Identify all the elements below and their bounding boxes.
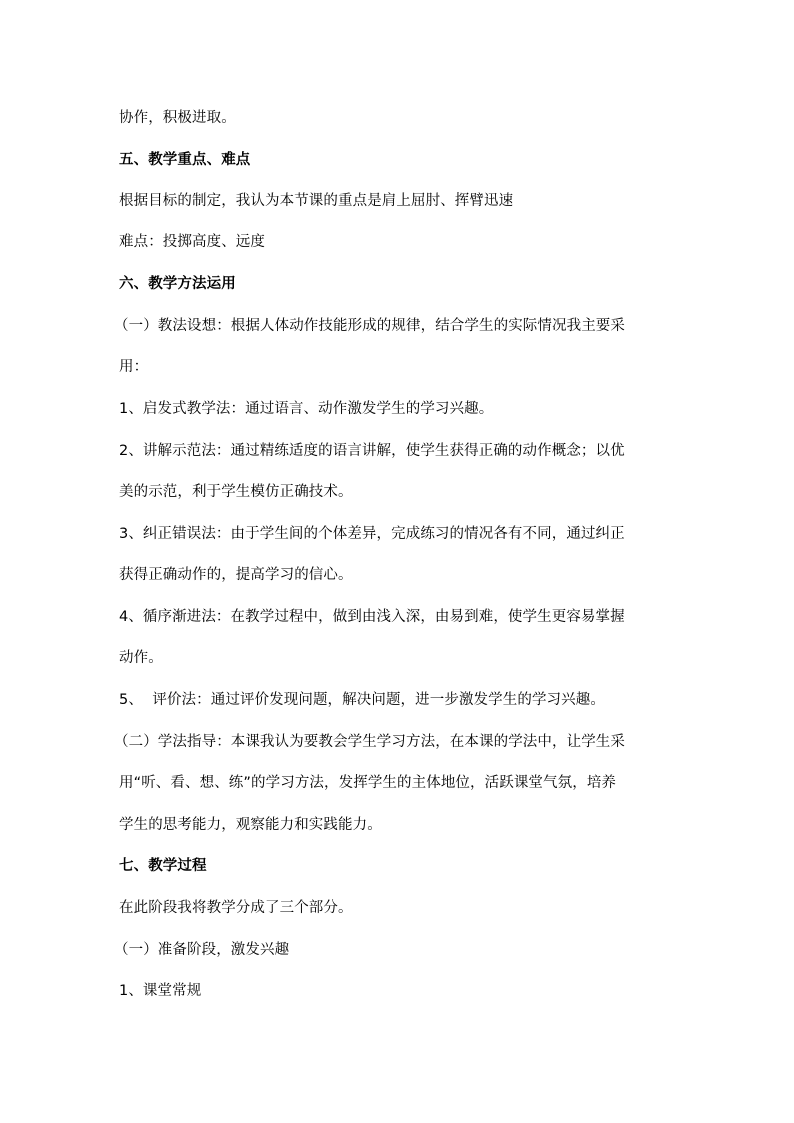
paragraph-text: 用“听、看、想、练”的学习方法，发挥学生的主体地位，活跃课堂气氛，培养 <box>119 775 617 791</box>
paragraph-text: 美的示范，利于学生模仿正确技术。 <box>119 484 353 500</box>
paragraph-text: 根据目标的制定，我认为本节课的重点是肩上屈肘、挥臂迅速 <box>119 193 514 209</box>
paragraph-text: 用： <box>119 359 149 375</box>
paragraph-text: 在此阶段我将教学分成了三个部分。 <box>119 900 353 916</box>
list-item: 4、循序渐进法：在教学过程中，做到由浅入深，由易到难，使学生更容易掌握 <box>119 609 625 625</box>
list-item: 1、启发式教学法：通过语言、动作激发学生的学习兴趣。 <box>119 401 494 417</box>
paragraph-text: （二）学法指导：本课我认为要教会学生学习方法，在本课的学法中，让学生采 <box>114 734 625 750</box>
section-heading-teaching-process: 七、教学过程 <box>119 858 207 874</box>
paragraph-text: 难点：投掷高度、远度 <box>119 234 265 250</box>
paragraph-text: 获得正确动作的，提高学习的信心。 <box>119 567 353 583</box>
paragraph-text: 学生的思考能力，观察能力和实践能力。 <box>119 817 382 833</box>
list-item: 5、 评价法：通过评价发现问题，解决问题，进一步激发学生的学习兴趣。 <box>119 692 605 708</box>
section-heading-teaching-methods: 六、教学方法运用 <box>119 276 236 292</box>
section-heading-key-points: 五、教学重点、难点 <box>119 152 251 168</box>
paragraph-text: （一）教法设想：根据人体动作技能形成的规律，结合学生的实际情况我主要采 <box>114 318 625 334</box>
list-item: 2、讲解示范法：通过精练适度的语言讲解，使学生获得正确的动作概念；以优 <box>119 443 625 459</box>
paragraph-text: 协作，积极进取。 <box>119 110 236 126</box>
list-item: 3、纠正错误法：由于学生间的个体差异，完成练习的情况各有不同，通过纠正 <box>119 526 625 542</box>
list-item: 1、课堂常规 <box>119 983 202 999</box>
paragraph-text: 动作。 <box>119 650 163 666</box>
paragraph-text: （一）准备阶段，激发兴趣 <box>114 942 290 958</box>
